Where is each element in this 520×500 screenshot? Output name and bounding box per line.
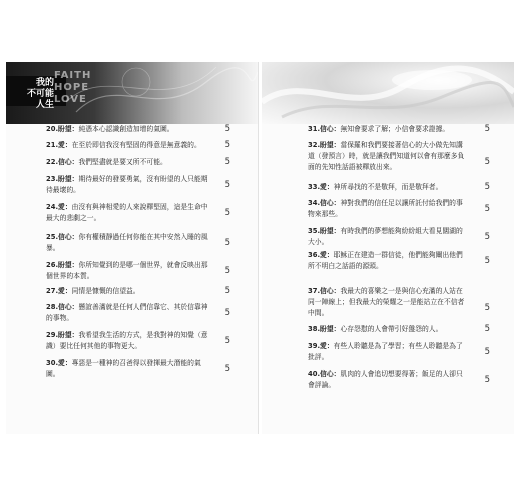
entry-label: 28.信心： xyxy=(46,303,79,311)
entry-text: 你所知覺到的是哪一個世界，就會反映出那個世界的本質。 xyxy=(46,261,208,280)
entry-text: 我們堅盡就是要又所不可能。 xyxy=(78,158,167,166)
entry-text: 當保羅和我們要接著信心的大小做先知講道（發預言）時，就是讓我們知道何以會有那麼多負面的先知性話語被釋放出來。 xyxy=(308,141,465,171)
quote-entry xyxy=(308,324,490,335)
quote-entry xyxy=(46,232,230,254)
entry-page-number: 5 xyxy=(484,124,490,134)
quote-entry xyxy=(308,124,490,135)
entry-page-number: 5 xyxy=(224,157,230,167)
book-title-line: 不可能 xyxy=(26,89,54,99)
entry-page-number: 5 xyxy=(484,157,490,167)
quote-entry xyxy=(46,286,230,297)
left-page xyxy=(6,62,259,434)
quote-entry xyxy=(308,369,490,391)
entry-label: 29.盼望： xyxy=(46,331,79,339)
entry-page-number: 5 xyxy=(484,182,490,192)
entry-page-number: 5 xyxy=(484,303,490,313)
quote-entry xyxy=(308,140,490,173)
entry-page-number: 5 xyxy=(484,204,490,214)
book-title xyxy=(20,78,54,111)
entry-text: 由沒有與神相愛的人來說釋堅固，這是生命中最大的悲劇之一。 xyxy=(46,203,208,222)
entry-text: 有時我們的夢想能夠紛紛組大看見闊湖的大小。 xyxy=(308,227,463,246)
quote-entry xyxy=(46,302,230,324)
faith-hope-love-watermark xyxy=(54,70,91,106)
entry-page-number: 5 xyxy=(224,266,230,276)
entry-text: 純憑本心認識創造加增的氣圖。 xyxy=(78,125,174,133)
quote-entry xyxy=(308,286,490,319)
entry-label: 39.愛： xyxy=(308,342,334,350)
watermark-word: FAITH xyxy=(54,70,92,81)
entry-text: 無知會要求了解；小信會要求證據。 xyxy=(340,125,450,133)
entry-label: 24.愛： xyxy=(46,203,72,211)
entry-page-number: 5 xyxy=(224,364,230,374)
entry-label: 23.盼望： xyxy=(46,175,79,183)
entry-page-number: 5 xyxy=(224,208,230,218)
entry-page-number: 5 xyxy=(484,375,490,385)
entry-text: 期待最好的發要勇氣，沒有盼望的人只能期待最壞的。 xyxy=(46,175,208,194)
entry-text: 在至於即信我沒有堅固的得意是無意義的。 xyxy=(71,141,201,149)
entry-text: 神所尋找的不是敬拜，而是敬拜者。 xyxy=(333,183,443,191)
quote-entry xyxy=(308,341,490,363)
right-page xyxy=(262,62,514,434)
entry-page-number: 5 xyxy=(224,238,230,248)
entry-text: 有些人聆聽是為了學習；有些人聆聽是為了批評。 xyxy=(308,342,463,361)
entry-page-number: 5 xyxy=(224,336,230,346)
quote-entry xyxy=(308,250,490,272)
quote-entry xyxy=(46,157,230,168)
quote-entry xyxy=(46,140,230,151)
entry-label: 20.盼望： xyxy=(46,125,79,133)
entry-text: 你有權積靜過任何你能在其中安然入睡的風暴。 xyxy=(46,233,208,252)
entry-label: 40.信心： xyxy=(308,370,341,378)
entry-label: 30.愛： xyxy=(46,359,72,367)
entry-page-number: 5 xyxy=(224,140,230,150)
entry-label: 33.愛： xyxy=(308,183,334,191)
entry-text: 心存怨懟的人會帶引好盤怨的人。 xyxy=(340,325,443,333)
entry-text: 懸誼善滿就是任何人們信靠它、其於信靠神的事物。 xyxy=(46,303,208,322)
entry-label: 34.信心： xyxy=(308,199,341,207)
entry-label: 38.盼望： xyxy=(308,325,341,333)
quote-entry xyxy=(308,182,490,193)
entry-page-number: 5 xyxy=(224,124,230,134)
entry-page-number: 5 xyxy=(484,347,490,357)
entry-label: 26.盼望： xyxy=(46,261,79,269)
entry-label: 22.信心： xyxy=(46,158,79,166)
entry-text: 我希望我生活的方式，是我對神的知覺（意識）要比任何其他的事物更大。 xyxy=(46,331,208,350)
quote-entry xyxy=(308,198,490,220)
quote-entry xyxy=(308,226,490,248)
quote-entry xyxy=(46,260,230,282)
entry-text: 同情是慷慨的信望益。 xyxy=(71,287,140,295)
entry-page-number: 5 xyxy=(224,308,230,318)
entry-label: 25.信心： xyxy=(46,233,79,241)
quote-entry xyxy=(46,202,230,224)
entry-label: 31.信心： xyxy=(308,125,341,133)
entry-page-number: 5 xyxy=(224,180,230,190)
entry-text: 我最大的喜樂之一是與信心充滿的人站在同一陣線上；但我最大的榮耀之一是能站立在不信者中間。 xyxy=(308,287,465,317)
watermark-word: HOPE xyxy=(54,82,90,93)
book-title-line: 我的 xyxy=(35,78,54,88)
book-title-line: 人生 xyxy=(35,100,54,110)
entry-label: 21.愛： xyxy=(46,141,72,149)
entry-text: 肌肉的人會追切想要得著；飯足的人卻只會評論。 xyxy=(308,370,463,389)
entry-label: 35.盼望： xyxy=(308,227,341,235)
left-page-header xyxy=(6,62,258,124)
quote-entry xyxy=(46,124,230,135)
entry-text: 專惡是一種神的召爸得以發揮最大潛能的氣圖。 xyxy=(46,359,201,378)
quote-entry xyxy=(46,330,230,352)
right-page-header xyxy=(262,62,514,124)
entry-label: 37.信心： xyxy=(308,287,341,295)
entry-page-number: 5 xyxy=(484,232,490,242)
quote-entry xyxy=(46,358,230,380)
entry-text: 神對我們的信任足以讓所託付給我們的事物來那些。 xyxy=(308,199,463,218)
quote-entry xyxy=(46,174,230,196)
entry-text: 耶穌正在建造一群信徒，他們能夠闡出他們所不明白之話語的源頭。 xyxy=(308,251,463,270)
entry-page-number: 5 xyxy=(484,324,490,334)
entry-label: 32.盼望： xyxy=(308,141,341,149)
entry-page-number: 5 xyxy=(484,256,490,266)
entry-page-number: 5 xyxy=(224,286,230,296)
smoke-swirl-decoration xyxy=(262,62,514,124)
entry-label: 27.愛： xyxy=(46,287,72,295)
watermark-word: LOVE xyxy=(54,94,87,105)
entry-label: 36.愛： xyxy=(308,251,334,259)
